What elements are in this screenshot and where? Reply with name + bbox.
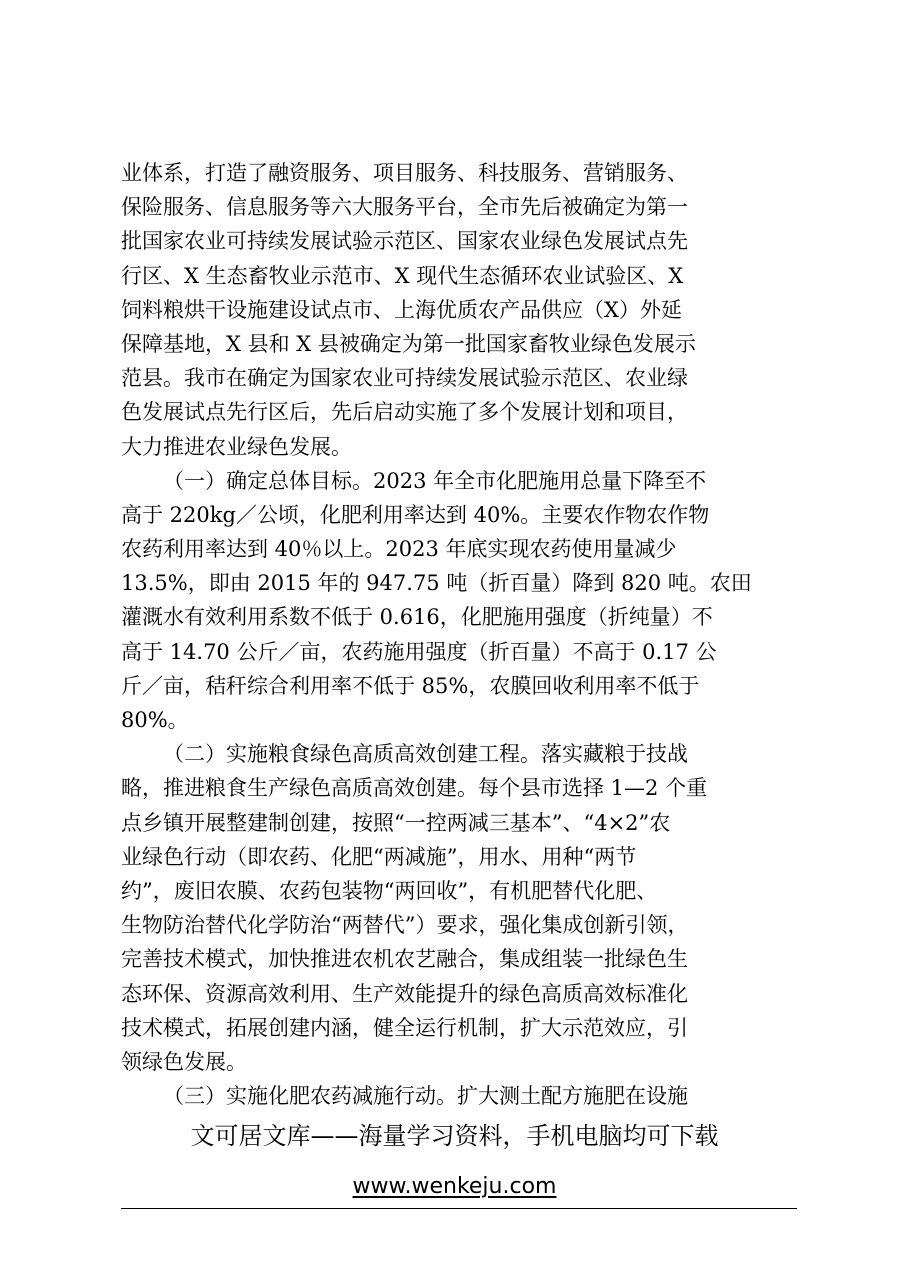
text-line: 业体系，打造了融资服务、项目服务、科技服务、营销服务、: [121, 161, 688, 185]
text-line: 业绿色行动（即农药、化肥“两减施”，用水、用种“两节: [121, 844, 637, 869]
text-line: 技术模式，拓展创建内涵，健全运行机制，扩大示范效应，引: [121, 1015, 688, 1040]
text-line: 农药利用率达到 40％以上。2023 年底实现农药使用量减少: [121, 537, 677, 562]
text-line: 生物防治替代化学防治“两替代”）要求，强化集成创新引领，: [121, 913, 689, 938]
text-line: 色发展试点先行区后，先后启动实施了多个发展计划和项目，: [121, 400, 688, 425]
text-line: 保障基地，X 县和 X 县被确定为第一批国家畜牧业绿色发展示: [121, 331, 696, 356]
text-line: 略，推进粮食生产绿色高质高效创建。每个县市选择 1—2 个重: [121, 776, 708, 801]
text-line: 批国家农业可持续发展试验示范区、国家农业绿色发展试点先: [121, 229, 688, 254]
text-line: 完善技术模式，加快推进农机农艺融合，集成组装一批绿色生: [121, 947, 688, 972]
text-line: 13.5%，即由 2015 年的 947.75 吨（折百量）降到 820 吨。农田: [121, 571, 752, 596]
text-line: 饲料粮烘干设施建设试点市、上海优质农产品供应（X）外延: [121, 297, 682, 322]
text-line: 领绿色发展。: [121, 1049, 247, 1074]
footer-title: 文可居文库——海量学习资料，手机电脑均可下载: [190, 1122, 719, 1150]
text-line: 灌溉水有效利用系数不低于 0.616，化肥施用强度（折纯量）不: [121, 605, 713, 630]
section-heading-line: （三）实施化肥农药减施行动。扩大测土配方施肥在设施: [163, 1084, 688, 1109]
footer-link[interactable]: www.wenkeju.com: [352, 1174, 557, 1199]
text-line: 点乡镇开展整建制创建，按照“一控两减三基本”、“4×2”农: [121, 810, 671, 835]
text-line: 态环保、资源高效利用、生产效能提升的绿色高质高效标准化: [121, 981, 688, 1006]
section-heading-line: （一）确定总体目标。2023 年全市化肥施用总量下降至不: [163, 468, 707, 493]
text-line: 高于 14.70 公斤／亩，农药施用强度（折百量）不高于 0.17 公: [121, 639, 717, 664]
text-line: 80%。: [121, 708, 189, 732]
text-line: 保险服务、信息服务等六大服务平台，全市先后被确定为第一: [121, 195, 688, 220]
text-line: 高于 220kg／公顷，化肥利用率达到 40%。主要农作物农作物: [121, 502, 710, 527]
text-line: 范县。我市在确定为国家农业可持续发展试验示范区、农业绿: [121, 366, 688, 391]
text-line: 行区、X 生态畜牧业示范市、X 现代生态循环农业试验区、X: [121, 263, 684, 288]
body-text: [121, 156, 797, 1113]
text-line: 大力推进农业绿色发展。: [121, 434, 352, 459]
text-line: 斤／亩，秸秆综合利用率不低于 85%，农膜回收利用率不低于: [121, 673, 700, 698]
text-line: 约”，废旧农膜、农药包装物“两回收”，有机肥替代化肥、: [121, 878, 658, 903]
footer-divider: [121, 1208, 797, 1209]
section-heading-line: （二）实施粮食绿色高质高效创建工程。落实藏粮于技战: [163, 742, 688, 767]
